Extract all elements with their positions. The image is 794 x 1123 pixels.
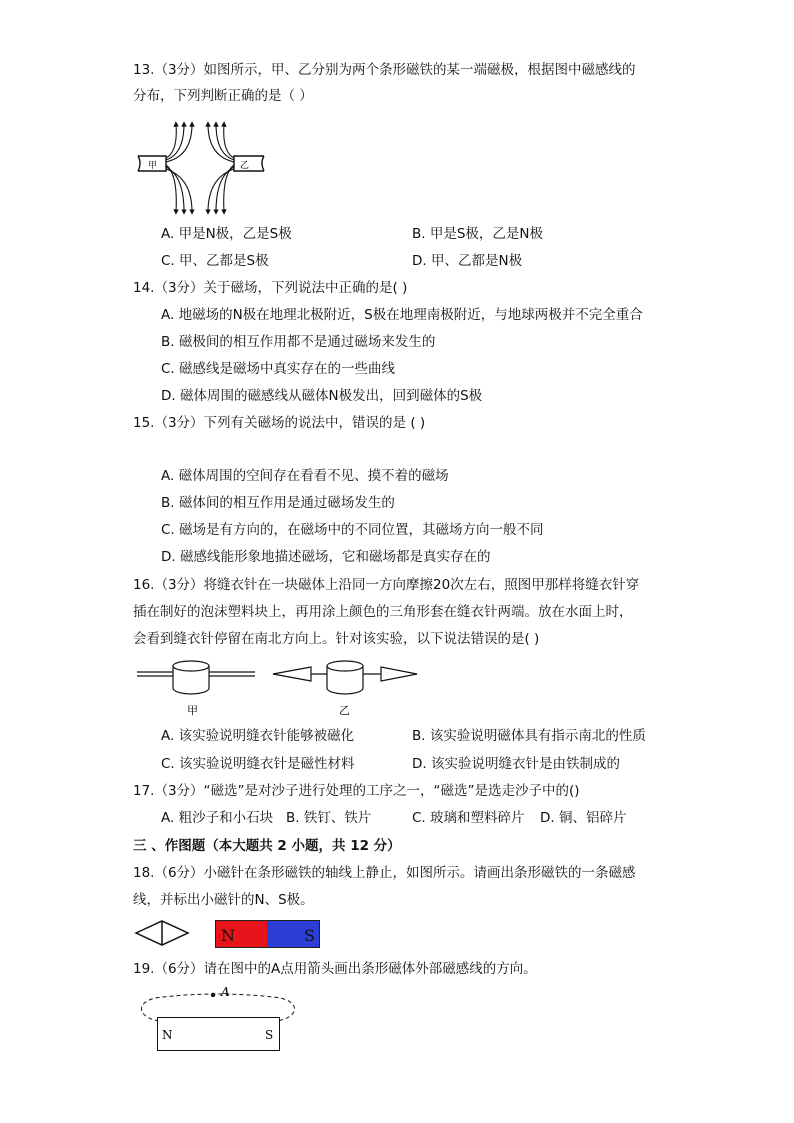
q16-stem-line2: 插在制好的泡沫塑料块上，再用涂上颜色的三角形套在缝衣针两端。放在水面上时， — [133, 604, 633, 620]
q16-fig-label-right: 乙 — [339, 704, 350, 717]
q19-magnet-n-label: N — [162, 1028, 173, 1042]
q19-magnet-figure — [133, 985, 303, 1057]
q17-option-c[interactable]: C. 玻璃和塑料碎片 — [412, 810, 525, 826]
q15-option-a[interactable]: A. 磁体周围的空间存在看看不见、摸不着的磁场 — [161, 468, 449, 484]
q17-option-d[interactable]: D. 铜、铝碎片 — [540, 810, 627, 826]
q16-stem-line1: 16.（3分）将缝衣针在一块磁体上沿同一方向摩擦20次左右，照图甲那样将缝衣针穿 — [133, 577, 640, 593]
q14-option-b[interactable]: B. 磁极间的相互作用都不是通过磁场来发生的 — [161, 334, 436, 350]
section3-title: 三 、作图题（本大题共 2 小题，共 12 分） — [133, 838, 401, 854]
q13-magnetic-field-figure — [130, 118, 270, 218]
q19-stem: 19.（6分）请在图中的A点用箭头画出条形磁体外部磁感线的方向。 — [133, 961, 537, 977]
q16-option-a[interactable]: A. 该实验说明缝衣针能够被磁化 — [161, 728, 355, 744]
q16-fig-label-left: 甲 — [187, 704, 198, 717]
q13-stem-line1: 13.（3分）如图所示，甲、乙分别为两个条形磁铁的某一端磁极，根据图中磁感线的 — [133, 62, 636, 78]
q15-option-b[interactable]: B. 磁体间的相互作用是通过磁场发生的 — [161, 495, 395, 511]
q17-option-b[interactable]: B. 铁钉、铁片 — [286, 810, 372, 826]
q18-stem-line2: 线，并标出小磁针的N、S极。 — [133, 892, 314, 908]
q17-option-a[interactable]: A. 粗沙子和小石块 — [161, 810, 274, 826]
q18-stem-line1: 18.（6分）小磁针在条形磁铁的轴线上静止，如图所示。请画出条形磁铁的一条磁感 — [133, 865, 636, 881]
q19-point-a — [211, 993, 215, 997]
q16-needle-figure — [135, 660, 425, 720]
q14-option-c[interactable]: C. 磁感线是磁场中真实存在的一些曲线 — [161, 361, 396, 377]
q14-option-a[interactable]: A. 地磁场的N极在地理北极附近，S极在地理南极附近，与地球两极并不完全重合 — [161, 307, 643, 323]
q16-figure-left — [137, 661, 255, 694]
q17-stem: 17.（3分）“磁选”是对沙子进行处理的工序之一，“磁选”是选走沙子中的() — [133, 783, 580, 799]
q16-option-b[interactable]: B. 该实验说明磁体具有指示南北的性质 — [412, 728, 646, 744]
q14-option-d[interactable]: D. 磁体周围的磁感线从磁体N极发出，回到磁体的S极 — [161, 388, 483, 404]
q16-option-c[interactable]: C. 该实验说明缝衣针是磁性材料 — [161, 756, 355, 772]
q13-option-a[interactable]: A. 甲是N极，乙是S极 — [161, 226, 292, 242]
q13-option-b[interactable]: B. 甲是S极，乙是N极 — [412, 226, 544, 242]
q16-stem-line3: 会看到缝衣针停留在南北方向上。针对该实验，以下说法错误的是( ) — [133, 631, 540, 647]
q18-bar-magnet — [215, 920, 321, 948]
q14-stem: 14.（3分）关于磁场，下列说法中正确的是( ) — [133, 280, 408, 296]
q15-option-c[interactable]: C. 磁场是有方向的，在磁场中的不同位置，其磁场方向一般不同 — [161, 522, 544, 538]
q13-option-c[interactable]: C. 甲、乙都是S极 — [161, 253, 269, 269]
q16-option-d[interactable]: D. 该实验说明缝衣针是由铁制成的 — [412, 756, 620, 772]
q13-fig-label-right: 乙 — [240, 161, 250, 171]
q13-option-d[interactable]: D. 甲、乙都是N极 — [412, 253, 523, 269]
q13-stem-line2: 分布，下列判断正确的是（ ） — [133, 88, 313, 104]
q15-stem: 15.（3分）下列有关磁场的说法中，错误的是 ( ) — [133, 415, 426, 431]
q13-field-lines — [166, 124, 234, 212]
q16-figure-right — [273, 661, 417, 694]
q19-point-a-label: A — [221, 985, 230, 999]
q18-magnet-s-label: S — [304, 926, 315, 945]
q13-fig-label-left: 甲 — [148, 161, 158, 171]
q19-magnet-s-label: S — [265, 1028, 274, 1042]
q15-option-d[interactable]: D. 磁感线能形象地描述磁场，它和磁场都是真实存在的 — [161, 549, 491, 565]
q18-compass-needle — [132, 918, 192, 948]
q18-magnet-n-label: N — [221, 926, 235, 945]
